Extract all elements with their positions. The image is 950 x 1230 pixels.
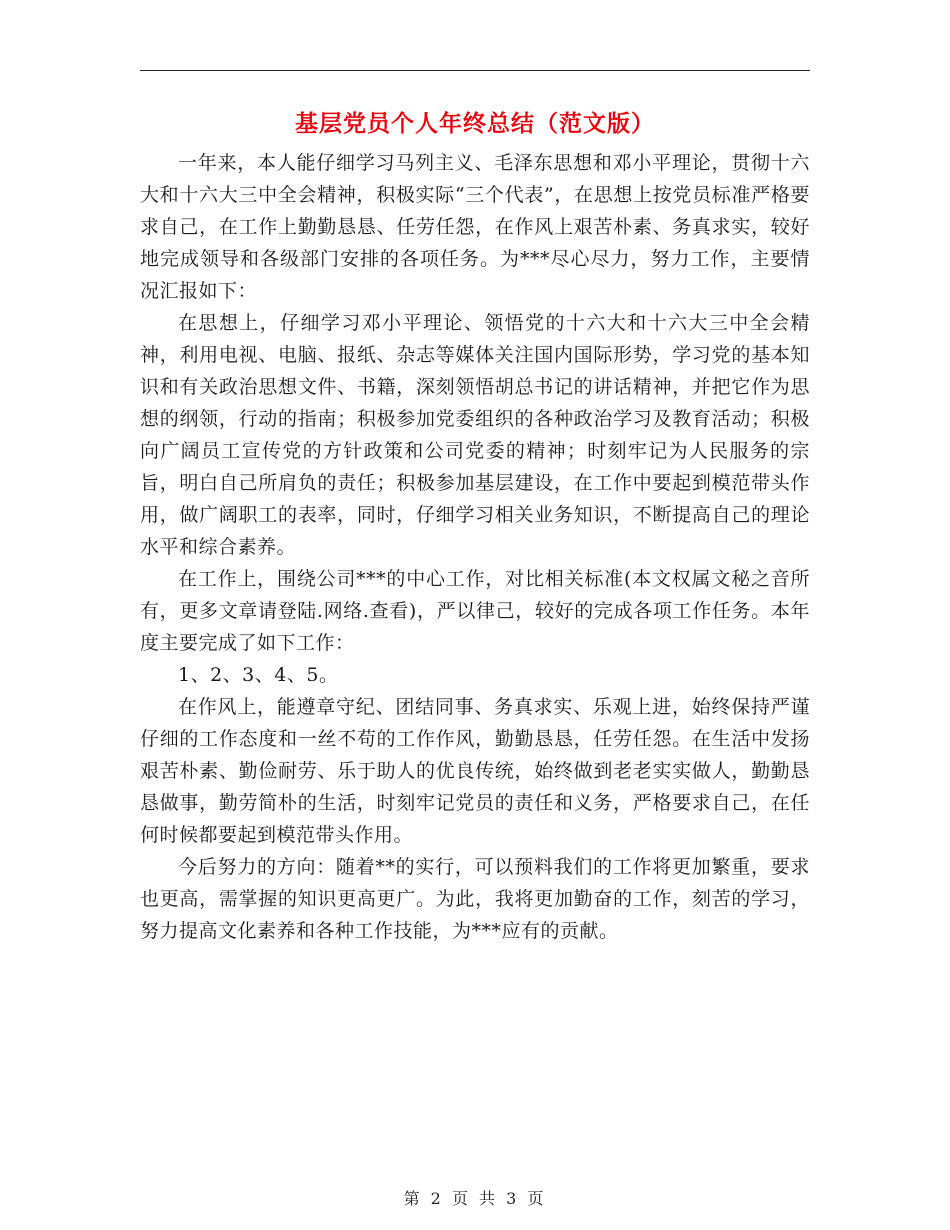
paragraph-intro: 一年来，本人能仔细学习马列主义、毛泽东思想和邓小平理论，贯彻十六大和十六大三中全会精神，积极实际“三个代表”，在思想上按党员标准严格要求自己，在工作上勤勤恳恳、任劳任怨，在作风上艰苦朴素、务真求实，较好地完成领导和各级部门安排的各项任务。为***尽心尽力，努力工作，主要情况汇报如下： <box>140 152 810 302</box>
page-number-footer: 第 2 页 共 3 页 <box>403 1189 547 1208</box>
paragraph-work: 在工作上，围绕公司***的中心工作，对比相关标准(本文权属文秘之音所有，更多文章请登陆.网络.查看)，严以律己，较好的完成各项工作任务。本年度主要完成了如下工作： <box>140 568 810 654</box>
document-title: 基层党员个人年终总结（范文版） <box>295 111 655 137</box>
document-body <box>140 147 810 947</box>
header-rule <box>140 70 810 71</box>
paragraph-thought: 在思想上，仔细学习邓小平理论、领悟党的十六大和十六大三中全会精神，利用电视、电脑、报纸、杂志等媒体关注国内国际形势，学习党的基本知识和有关政治思想文件、书籍，深刻领悟胡总书记的讲话精神，并把它作为思想的纲领，行动的指南；积极参加党委组织的各种政治学习及教育活动；积极向广阔员工宣传党的方针政策和公司党委的精神；时刻牢记为人民服务的宗旨，明白自己所肩负的责任；积极参加基层建设，在工作中要起到模范带头作用，做广阔职工的表率，同时，仔细学习相关业务知识，不断提高自己的理论水平和综合素养。 <box>140 312 810 558</box>
paragraph-future: 今后努力的方向：随着**的实行，可以预料我们的工作将更加繁重，要求也更高，需掌握的知识更高更广。为此，我将更加勤奋的工作，刻苦的学习，努力提高文化素养和各种工作技能，为***应有的贡献。 <box>140 856 810 942</box>
paragraph-style: 在作风上，能遵章守纪、团结同事、务真求实、乐观上进，始终保持严谨仔细的工作态度和一丝不苟的工作作风，勤勤恳恳，任劳任怨。在生活中发扬艰苦朴素、勤俭耐劳、乐于助人的优良传统，始终做到老老实实做人，勤勤恳恳做事，勤劳简朴的生活，时刻牢记党员的责任和义务，严格要求自己，在任何时候都要起到模范带头作用。 <box>140 696 810 846</box>
paragraph-work-list: 1、2、3、4、5。 <box>178 664 339 686</box>
